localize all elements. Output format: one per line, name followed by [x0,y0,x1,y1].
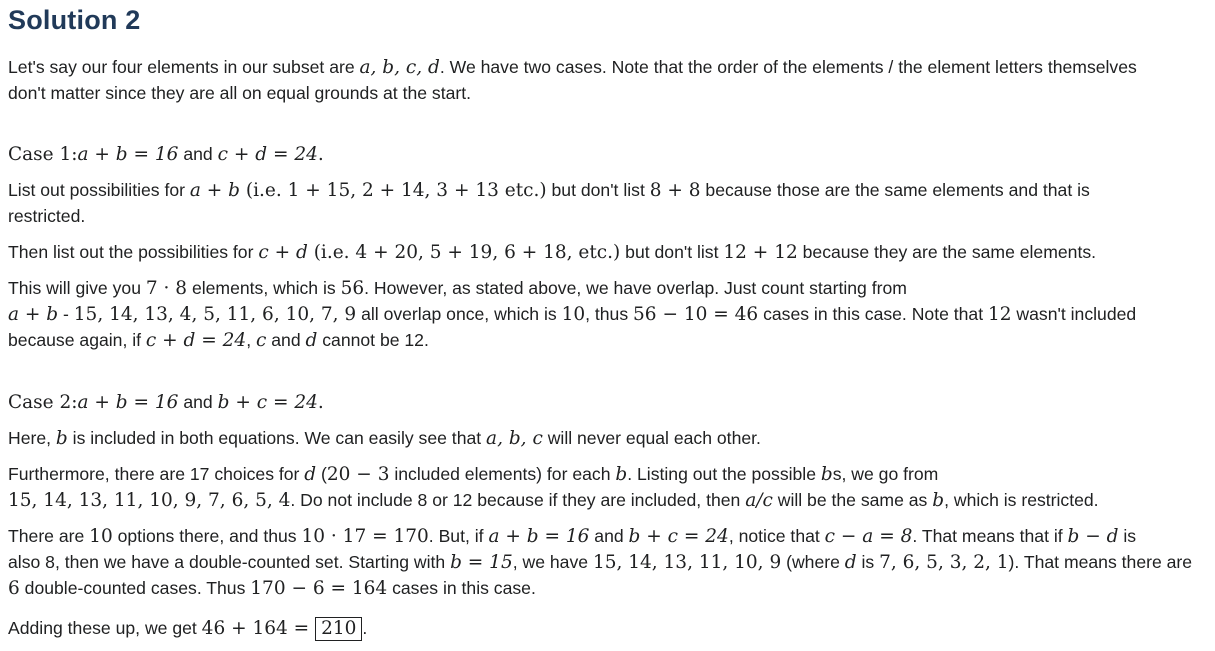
text: This will give you [8,278,146,298]
math: 10 · 17 = 170 [301,526,429,547]
text: There are [8,526,90,546]
math: 8 + 8 [649,180,701,201]
text: wasn't included [1011,304,1137,324]
math: 12 + 12 [723,242,798,263]
text: all overlap once, which is [356,304,562,324]
math: b = 15 [450,552,513,573]
text: . [317,392,324,413]
math: b + c = 24 [217,392,318,413]
text: is included in both equations. We can easily see that [67,428,487,448]
math: 20 − 3 [326,464,390,485]
text: . We have two cases. Note that the order of the elements / the element letters themselves [439,57,1137,77]
case1-para1-line1 [8,177,1090,204]
math: a, b, c, d [359,57,440,78]
text: will be the same as [772,490,933,510]
text: Then list out the possibilities for [8,242,259,262]
text: . But, if [428,526,489,546]
case1-para2 [8,239,1096,266]
text: is [1118,526,1137,546]
math: b + c = 24 [628,526,729,547]
math: 56 [340,278,365,299]
math: c + d = 24 [217,144,318,165]
text: but don't list [620,242,724,262]
text: cannot be 12. [317,330,429,350]
case1-para3-line1 [8,275,907,302]
math: a + b [189,180,241,201]
math: d [304,464,317,485]
math: d [305,330,318,351]
math: b [55,428,68,449]
math: c + d = 24 [145,330,247,351]
text: also 8, then we have a double-counted set. Starting with [8,552,451,572]
text: , notice that [728,526,825,546]
text: . [362,618,368,638]
text: Furthermore, there are 17 choices for [8,464,305,484]
math: c − a = 8 [824,526,913,547]
text: - [58,304,74,324]
text: , [246,330,256,350]
text: cases in this case. Note that [758,304,988,324]
math: 12 [988,304,1012,325]
math: c + d [258,242,308,263]
math: a + b [8,304,59,325]
text: (where [781,552,845,572]
case1-heading [8,141,324,168]
case1-para3-line3 [8,327,429,354]
case2-para3-line3 [8,575,536,602]
intro-line-1 [8,54,1137,81]
text: . That means that if [912,526,1068,546]
math: b [615,464,628,485]
boxed-answer: 210 [315,617,362,641]
math: 7, 6, 5, 3, 2, 1 [879,552,1009,573]
text: Let's say our four elements in our subset are [8,57,360,77]
math: 46 + 164 = [201,618,316,639]
math: 7 · 8 [145,278,188,299]
text: , we have [512,552,593,572]
math: (i.e. 1 + 15, 2 + 14, 3 + 13 etc.) [240,180,547,201]
case2-heading [8,389,324,416]
math: a, b, c [486,428,543,449]
text: because they are the same elements. [797,242,1097,262]
math: b [820,464,833,485]
text: . Do not include 8 or 12 because if they are included, then [290,490,746,510]
math: 170 − 6 = 164 [250,578,388,599]
math: 15, 14, 13, 11, 10, 9, 7, 6, 5, 4 [8,490,291,511]
text: but don't list [546,180,650,200]
text: and [178,392,218,412]
text: double-counted cases. Thus [19,578,251,598]
text: cases in this case. [387,578,536,598]
math: (i.e. 4 + 20, 5 + 19, 6 + 18, etc.) [307,242,621,263]
math: b [932,490,945,511]
math: 56 − 10 = 46 [633,304,759,325]
text: will never equal each other. [542,428,761,448]
text: s, we go from [832,464,939,484]
section-title: Solution 2 [8,5,141,35]
text: . [317,144,324,165]
math: 15, 14, 13, 4, 5, 11, 6, 10, 7, 9 [73,304,357,325]
text: List out possibilities for [8,180,190,200]
text: elements, which is [187,278,341,298]
case2-para2-line2 [8,487,1099,514]
text: , which is restricted. [944,490,1099,510]
text: is [856,552,880,572]
case2-para2-line1 [8,461,938,488]
text: . However, as stated above, we have overlap. Just count starting from [364,278,907,298]
text: . Listing out the possible [627,464,821,484]
math: 15, 14, 13, 11, 10, 9 [592,552,782,573]
math: d [844,552,857,573]
text: ( [316,464,327,484]
case-label: Case 1: [8,144,78,165]
text: Adding these up, we get [8,618,202,638]
case2-para3-line1 [8,523,1136,550]
case2-para1 [8,425,761,452]
math: 10 [89,526,113,547]
text: options there, and thus [112,526,302,546]
math: c [255,330,267,351]
math: b − d [1067,526,1119,547]
text: , thus [585,304,634,324]
case1-para1-line2: restricted. [8,206,86,226]
case-label: Case 2: [8,392,78,413]
text: and [178,144,218,164]
text: included elements) for each [389,464,616,484]
math: a/c [745,490,773,511]
math: 6 [8,578,20,599]
text: and [266,330,306,350]
math: a + b = 16 [77,392,179,413]
math: 10 [561,304,586,325]
text: and [589,526,629,546]
text: because those are the same elements and that is [700,180,1090,200]
math: a + b = 16 [77,144,179,165]
final-answer-line [8,615,367,642]
case2-para3-line2 [8,549,1192,576]
case1-para3-line2 [8,301,1136,328]
text: because again, if [8,330,146,350]
math: a + b = 16 [488,526,590,547]
text: ). That means there are [1008,552,1193,572]
text: Here, [8,428,56,448]
intro-line-2: don't matter since they are all on equal grounds at the start. [8,83,472,103]
